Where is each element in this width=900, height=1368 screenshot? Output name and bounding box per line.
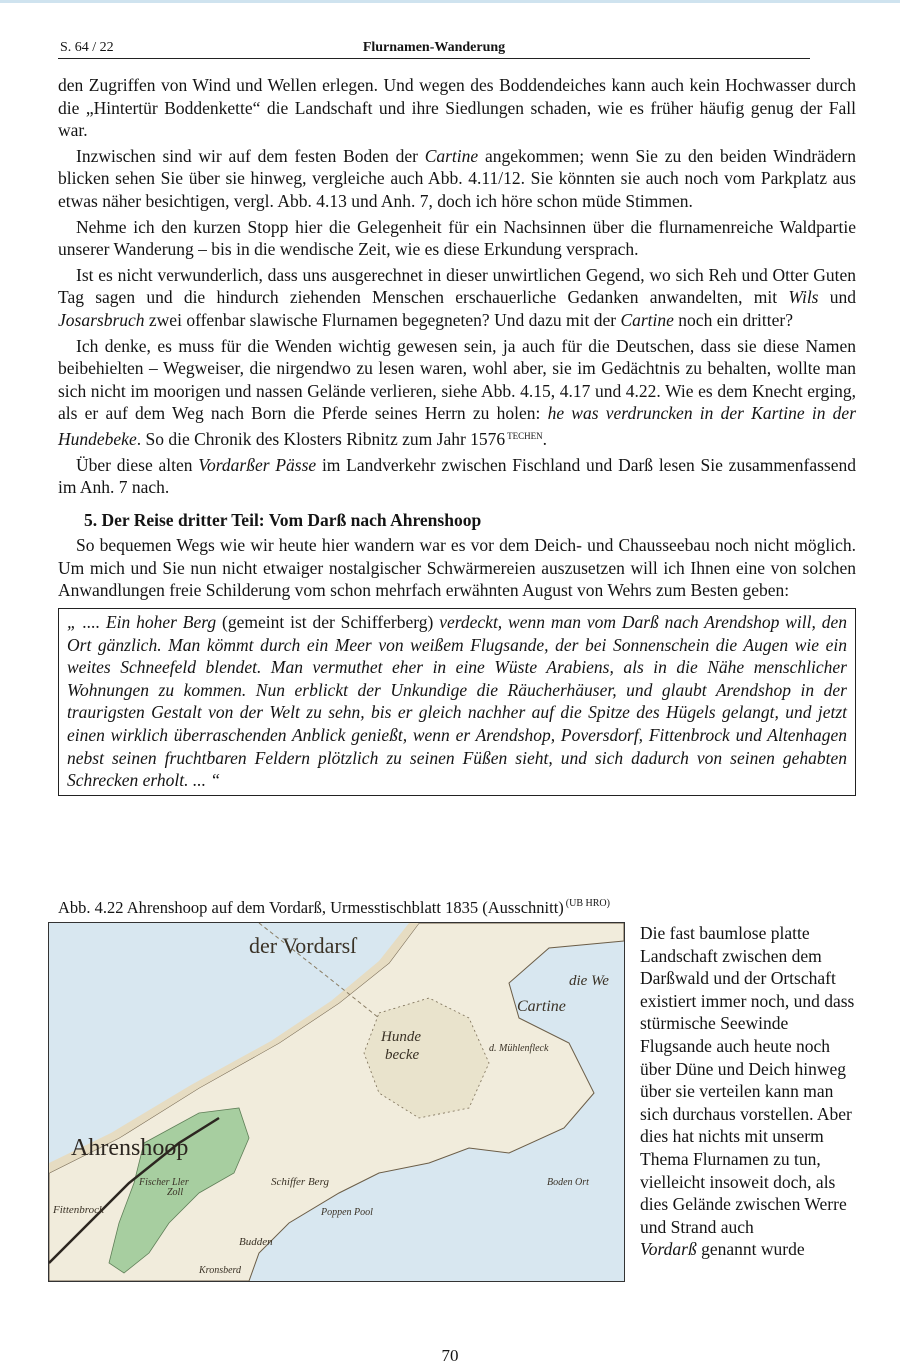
map-label-ahrenshoop: Ahrenshoop xyxy=(71,1135,189,1161)
map-drawing xyxy=(49,923,624,1281)
top-accent-line xyxy=(0,0,900,3)
map-label-schiffer-berg: Schiffer Berg xyxy=(271,1176,329,1188)
running-header xyxy=(58,40,810,59)
citation-tag: TECHEN xyxy=(507,430,543,441)
historic-map-figure xyxy=(48,922,625,1282)
map-label-vordarss: der Vordarsſ xyxy=(249,933,357,958)
map-label-fischerlier: Fischer Ller xyxy=(139,1177,189,1188)
header-title: Flurnamen-Wanderung xyxy=(362,40,506,55)
map-label-zoll: Zoll xyxy=(167,1187,184,1198)
paragraph-3: Nehme ich den kurzen Stopp hier die Gelegenheit für ein Nachsinnen über die flurnamenreiche Waldpartie unserer Wanderung – bis in die wendische Zeit, wie es diese Erkundung versprach. xyxy=(58,216,856,260)
quote-insert: (gemeint ist der Schifferberg) xyxy=(222,612,434,633)
term-josarsbruch: Josarsbruch xyxy=(58,309,145,330)
map-label-poppen-pool: Poppen Pool xyxy=(321,1207,373,1218)
paragraph-6: Über diese alten Vordarßer Pässe im Landverkehr zwischen Fischland und Darß lesen Sie zusammenfassend im Anh. 7 nach. xyxy=(58,454,856,498)
section-paragraph: So bequemen Wegs wie wir heute hier wandern war es vor dem Deich- und Chausseebau noch nicht möglich. Um mich und Sie nun nicht etwaiger nostalgischer Schwärmereien auszusetzen will ich Ihnen eine von solchen Anwandlungen freie Schilderung vom schon mehrfach erwähnten August von Wehrs zum Besten geben: xyxy=(58,535,856,601)
chronicle-quote: he was verdruncken in der Kartine in der Hundebeke xyxy=(58,403,857,449)
paragraph-1: den Zugriffen von Wind und Wellen erlegen. Und wegen des Boddendeiches kann auch kein Hochwasser durch die „Hintertür Boddenkette“ die Landschaft und ihre Siedlungen schaden, wie es früher häufig genug der Fall war. xyxy=(58,75,856,141)
main-text xyxy=(58,74,856,802)
map-label-cartine: Cartine xyxy=(517,998,566,1015)
paragraph-4: Ist es nicht verwunderlich, dass uns ausgerechnet in dieser unwirtlichen Gegend, wo sich Reh und Otter Guten Tag sagen und die hindurch ziehenden Menschen erschauerliche Gedanken anwandelten, mit Wils und Josarsbruch zwei offenbar slawische Flurnamen begegneten? Und dazu mit der Cartine noch ein dritter? xyxy=(58,264,856,330)
map-label-budden: Budden xyxy=(239,1236,273,1248)
term-vordarss: Vordarß xyxy=(640,1239,697,1260)
map-label-muehlenfleck: d. Mühlenfleck xyxy=(489,1043,549,1054)
paragraph-2: Inzwischen sind wir auf dem festen Boden der Cartine angekommen; wenn Sie zu den beiden Windrädern blicken sehen Sie über sie hinweg, vergleiche auch Abb. 4.11/12. Sie könnten sie auch noch vom Parkplatz aus etwas näher besichtigen, vergl. Abb. 4.13 und Anh. 7, doch ich höre schon müde Stimmen. xyxy=(58,145,857,211)
paragraph-5: Ich denke, es muss für die Wenden wichtig gewesen sein, ja auch für die Deutschen, dass sie diese Namen beibehielten – Wegweiser, die nirgendwo zu lesen waren, wohl aber, sie im Gedächtnis zu behalten, wollte man sich nicht im moorigen und nassen Gelände verlieren, siehe Abb. 4.15, 4.17 und 4.22. Wie es dem Knecht erging, als er auf dem Weg nach Born die Pferde seines Herrn zu holen: he was verdruncken in der Kartine in der Hundebeke. So die Chronik des Klosters Ribnitz zum Jahr 1576 $^{TECHEN}$. xyxy=(58,335,857,449)
figure-side-text: Die fast baumlose platte Landschaft zwischen dem Darßwald und der Ortschaft existiert immer noch, und dass stürmische Seewinde Flugsande auch heute noch über Düne und Deich hinweg über sie verteilen kann man sich durchaus vorstellen. Aber dies hat nichts mit unserm Thema Flurnamen zu tun, vielleicht insoweit doch, als dies Gelände zwischen Werre und Strand auch Vordarß genannt wurde xyxy=(640,923,855,1260)
term-wils: Wils xyxy=(788,287,819,308)
section-heading: 5. Der Reise dritter Teil: Vom Darß nach Ahrenshoop xyxy=(84,509,482,530)
map-label-werre: die We xyxy=(569,973,609,989)
quote-box: „ .... Ein hoher Berg (gemeint ist der Schifferberg) verdeckt, wenn man vom Darß nach Arendshop will, den Ort gänzlich. Man kömmt durch ein Meer von weißem Flugsande, der bei Sonnenschein die Augen wie ein weites Schneefeld blendet. Man vermuthet eher in eine Wüste Arabiens, als in die Nähe menschlicher Wohnungen zu kommen. Nun erblickt der Unkundige die Räucherhäuser, und glaubt Arendshop in der traurigsten Gestalt von der Welt zu sehn, bis er gleich nachher auf die Spitze des Hügels gelangt, und jetzt einen wirklich überraschenden Anblick genießt, wenn er Arendshop, Poversdorf, Fittenbrock und Altenhagen nebst seinen fruchtbaren Feldern plötzlich zu seinen Füßen sieht, und sich dadurch von seinen gehabten Schrecken erholt. ... “ xyxy=(58,608,856,796)
page-number: 70 xyxy=(441,1346,459,1365)
term-vordarsser-paesse: Vordarßer Pässe xyxy=(198,454,317,475)
term-cartine: Cartine xyxy=(424,145,479,166)
map-label-boden-ort: Boden Ort xyxy=(547,1177,589,1188)
map-label-kronsberd: Kronsberd xyxy=(199,1265,242,1276)
map-label-becke: becke xyxy=(385,1047,420,1063)
page-reference: S. 64 / 22 xyxy=(60,40,114,55)
map-label-fittenbrock: Fittenbrock xyxy=(53,1204,104,1216)
map-label-hunde: Hunde xyxy=(381,1029,421,1045)
figure-source: (UB HRO) xyxy=(565,898,610,909)
figure-caption: Abb. 4.22 Ahrenshoop auf dem Vordarß, Urmesstischblatt 1835 (Ausschnitt) $^{(UB HRO)}$ xyxy=(58,898,610,917)
term-cartine-2: Cartine xyxy=(620,309,674,330)
